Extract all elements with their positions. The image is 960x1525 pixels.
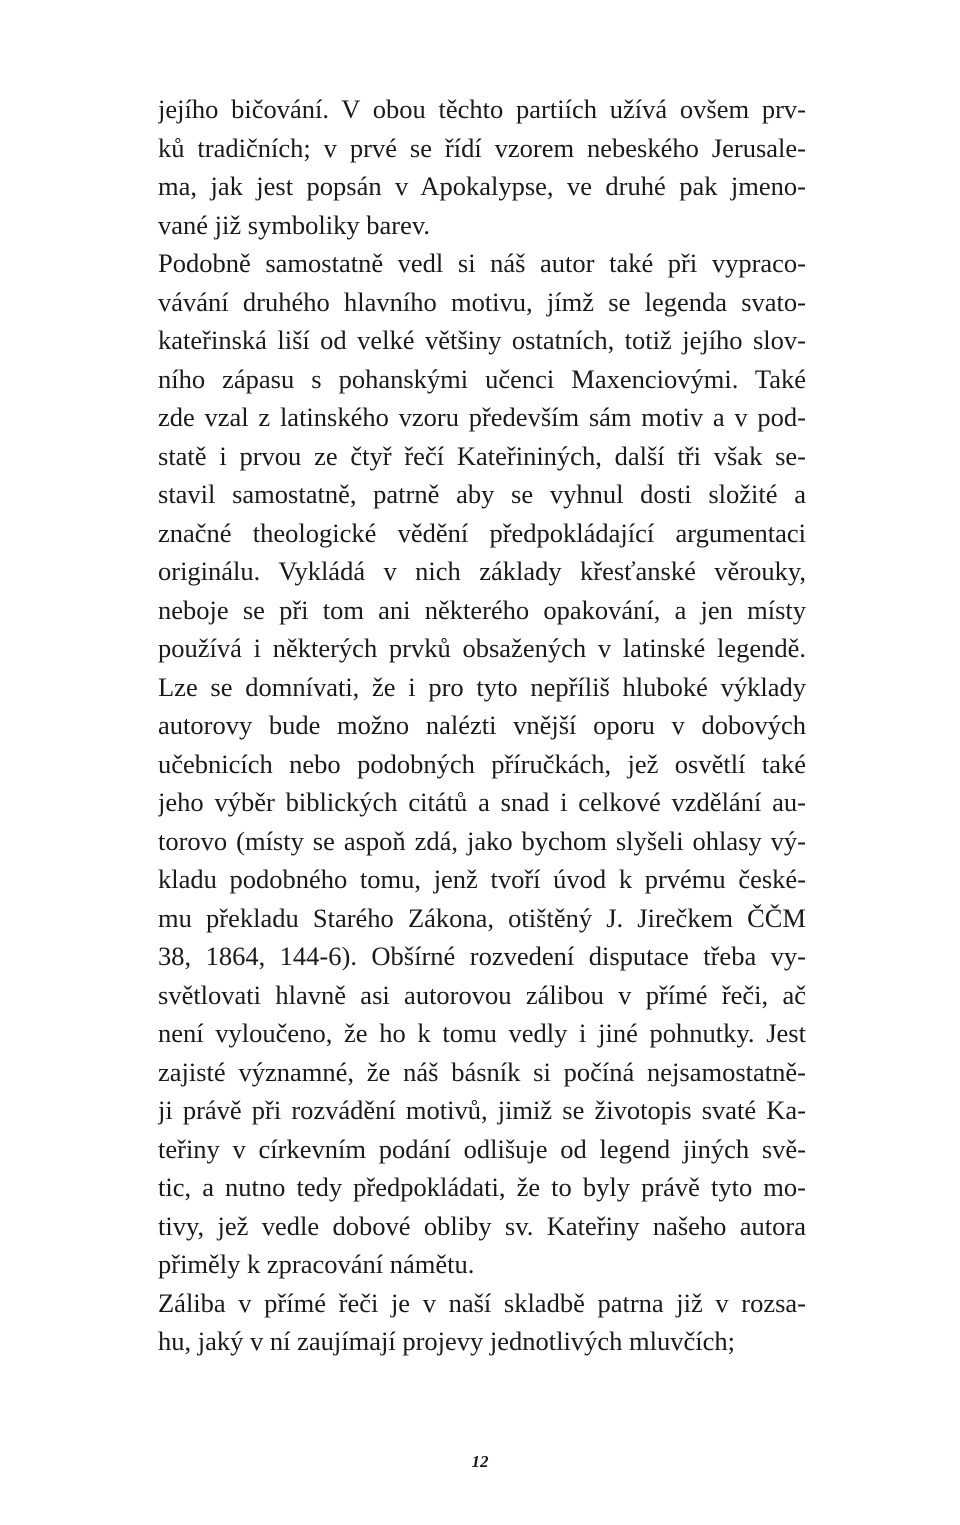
text-line: jejího bičování. V obou těchto partiích užívá ovšem prv- — [158, 94, 806, 124]
page-number: 12 — [471, 1452, 489, 1471]
text-line: jeho výběr biblických citátů a snad i celkové vzdělání au- — [158, 787, 806, 817]
text-line: autorovy bude možno nalézti vnější oporu v dobových — [158, 710, 806, 740]
body-text — [158, 90, 806, 1361]
text-line: zde vzal z latinského vzoru především sám motiv a v pod- — [158, 402, 806, 432]
paragraph — [158, 1284, 806, 1361]
text-line: teřiny v církevním podání odlišuje od legend jiných svě- — [158, 1133, 806, 1164]
text-line: originálu. Vykládá v nich základy křesťanské věrouky, — [158, 556, 806, 586]
text-line: kateřinská liší od velké většiny ostatních, totiž jejího slov- — [158, 325, 806, 355]
text-line: hu, jaký v ní zaujímají projevy jednotlivých mluvčích; — [158, 1326, 735, 1356]
text-line: Podobně samostatně vedl si náš autor také při vypraco- — [158, 248, 806, 278]
text-line: ků tradičních; v prvé se řídí vzorem nebeského Jerusale- — [158, 132, 806, 163]
text-line: Záliba v přímé řeči je v naší skladbě patrna již v rozsa- — [158, 1287, 806, 1318]
text-line: používá i některých prvků obsažených v latinské legendě. — [158, 633, 806, 663]
text-line: neboje se při tom ani některého opakování, a jen místy — [158, 594, 806, 625]
text-line: 38, 1864, 144-6). Obšírné rozvedení disputace třeba vy- — [158, 941, 806, 971]
text-line: světlovati hlavně asi autorovou zálibou v přímé řeči, ač — [158, 979, 806, 1010]
text-line: tivy, jež vedle dobové obliby sv. Kateřiny našeho autora — [158, 1210, 806, 1241]
text-line: ního zápasu s pohanskými učenci Maxenciovými. Také — [158, 363, 806, 394]
text-line: ji právě při rozvádění motivů, jimiž se životopis svaté Ka- — [158, 1095, 806, 1125]
text-line: tic, a nutno tedy předpokládati, že to byly právě tyto mo- — [158, 1172, 806, 1202]
text-line: stavil samostatně, patrně aby se vyhnul dosti složité a — [158, 479, 806, 509]
text-line: torovo (místy se aspoň zdá, jako bychom slyšeli ohlasy vý- — [158, 825, 806, 856]
text-line: není vyloučeno, že ho k tomu vedly i jiné pohnutky. Jest — [158, 1018, 806, 1048]
text-line: vané již symboliky barev. — [158, 209, 431, 240]
text-line: statě i prvou ze čtyř řečí Kateřininých, další tři však se- — [158, 440, 806, 471]
text-line: zajisté významné, že náš básník si počíná nejsamostatně- — [158, 1056, 806, 1087]
text-line: Lze se domnívati, že i pro tyto nepříliš hluboké výklady — [158, 671, 806, 702]
text-line: ma, jak jest popsán v Apokalypse, ve druhé pak jmeno- — [158, 171, 806, 201]
paragraph — [158, 244, 806, 1284]
text-line: mu překladu Starého Zákona, otištěný J. Jirečkem ČČM — [158, 902, 806, 933]
text-line: učebnicích nebo podobných příručkách, jež osvětlí také — [158, 748, 806, 779]
text-line: vávání druhého hlavního motivu, jímž se legenda svato- — [158, 286, 806, 317]
text-line: kladu podobného tomu, jenž tvoří úvod k prvému české- — [158, 864, 806, 894]
text-line: přiměly k zpracování námětu. — [158, 1249, 475, 1279]
paragraph — [158, 90, 806, 244]
text-line: značné theologické vědění předpokládající argumentaci — [158, 517, 806, 548]
